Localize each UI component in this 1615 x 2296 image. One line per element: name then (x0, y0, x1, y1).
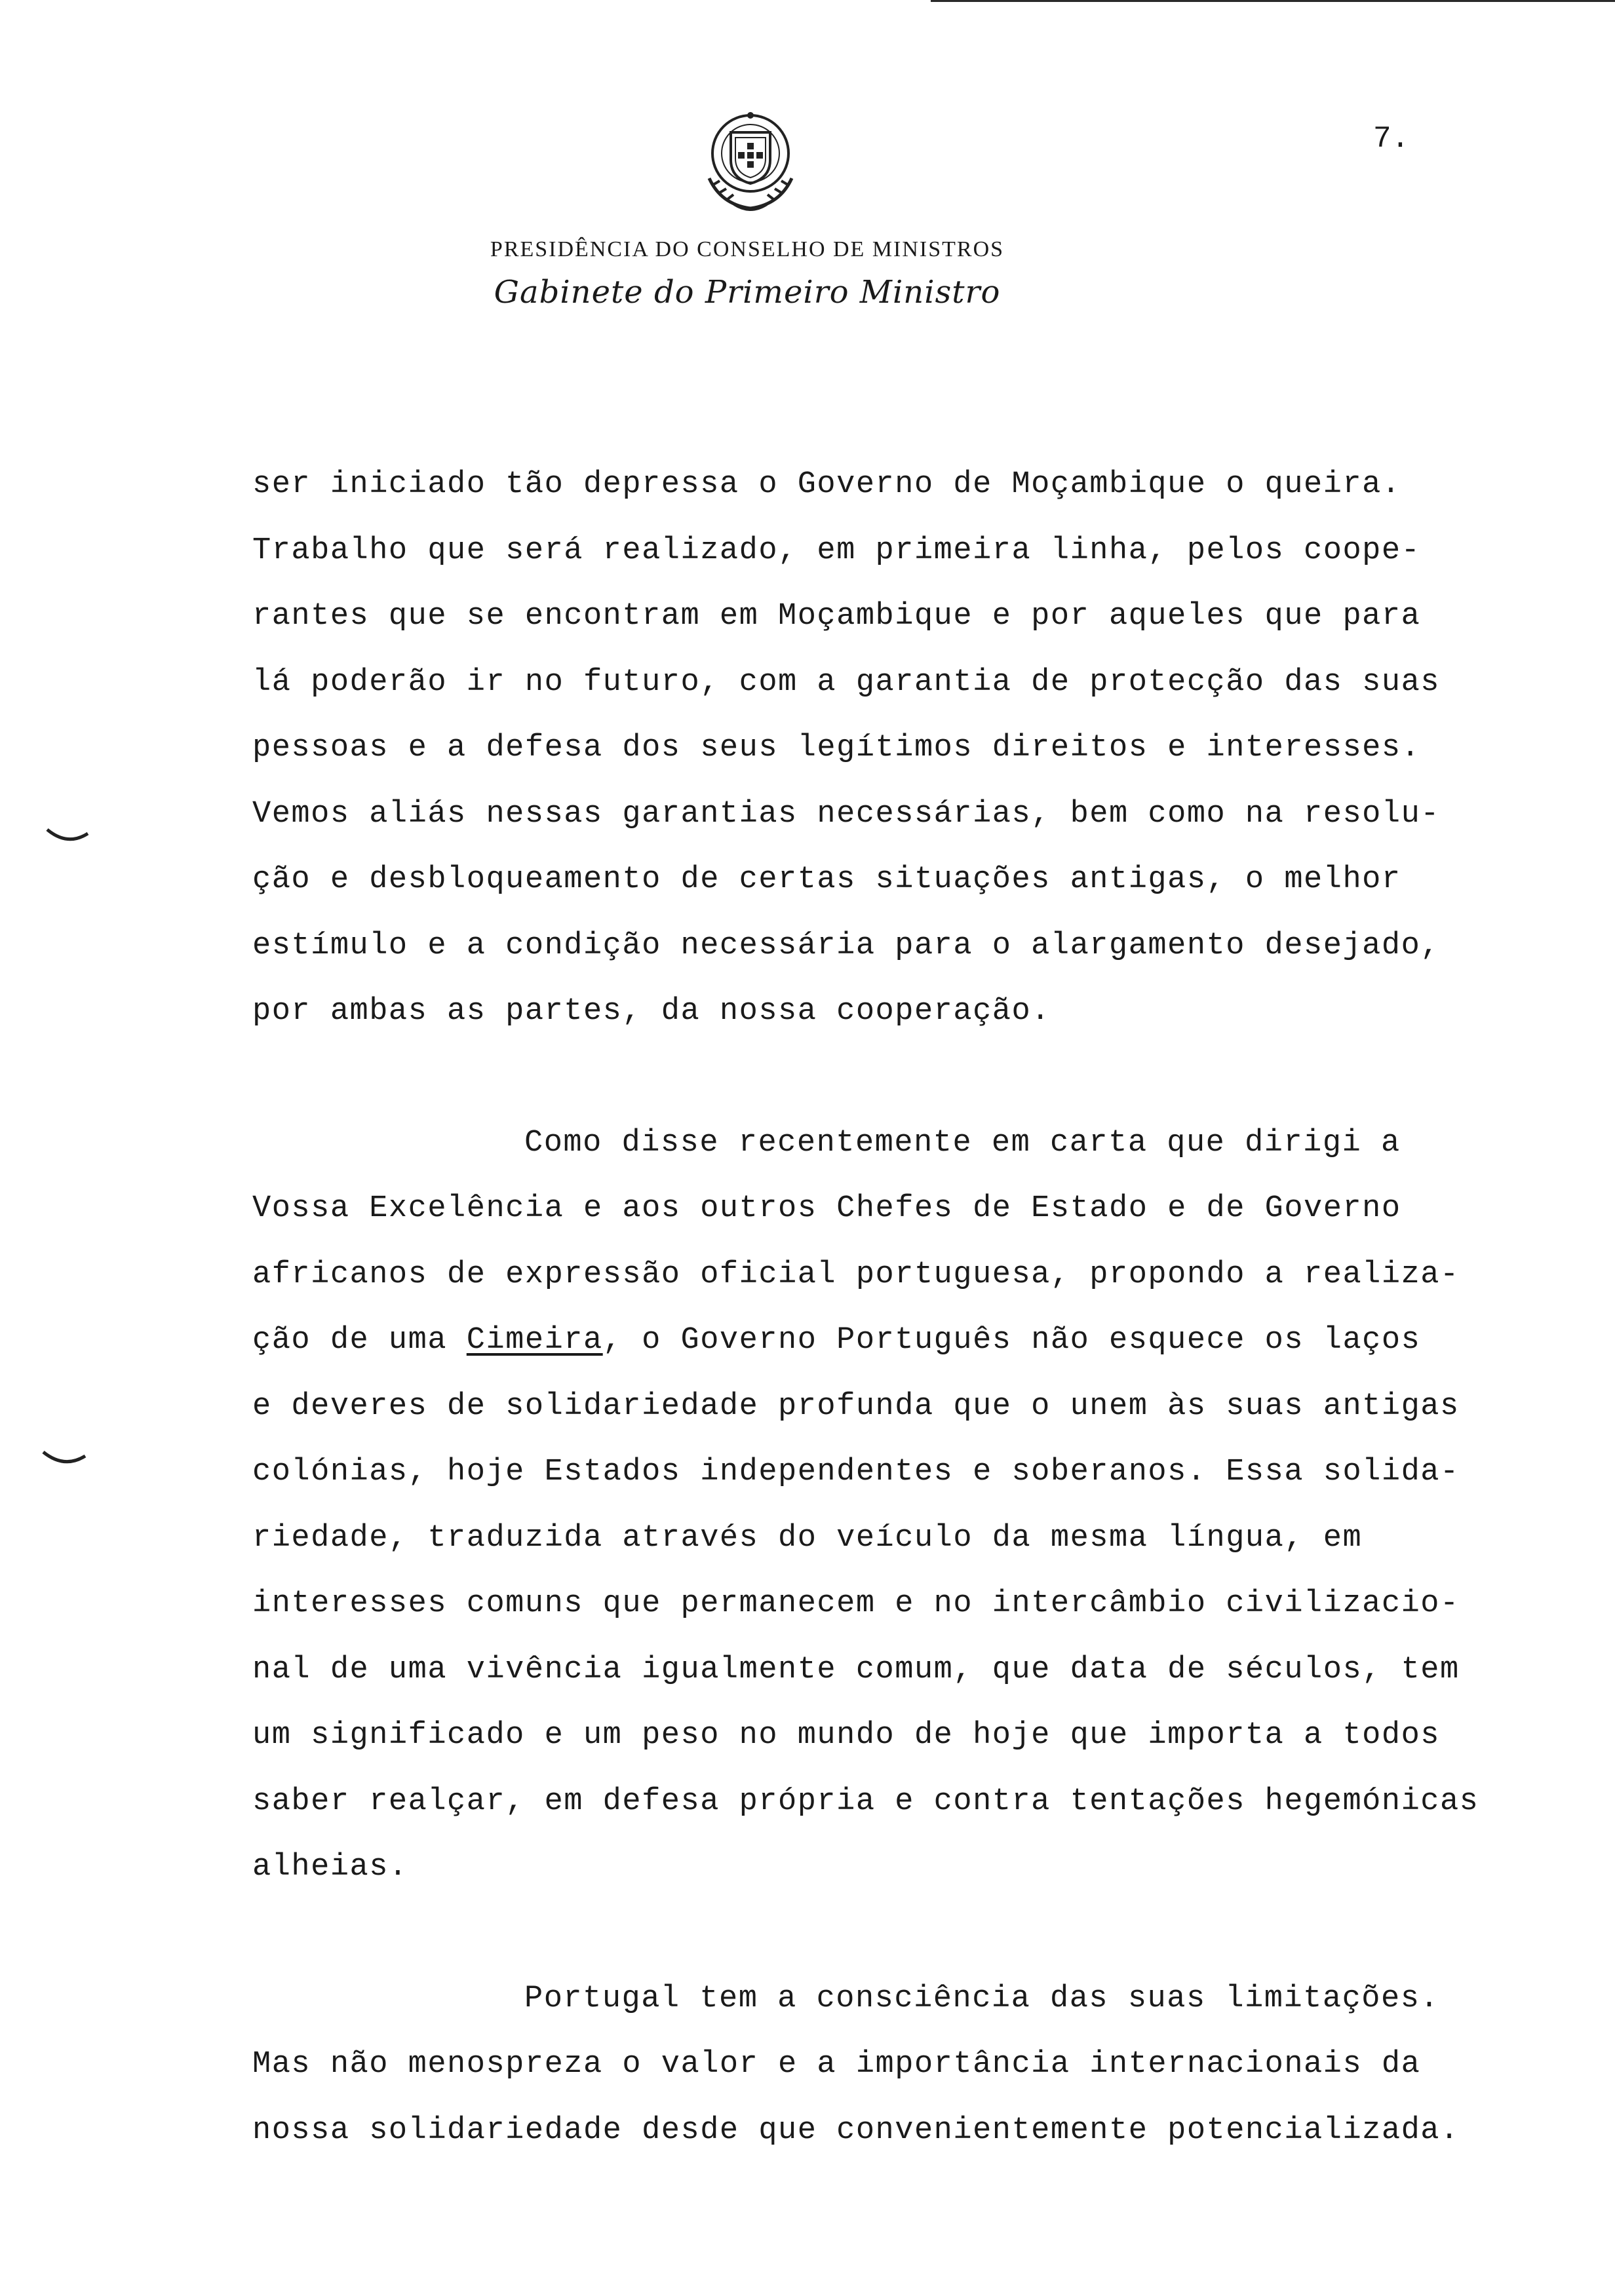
coat-of-arms-icon (695, 106, 806, 218)
paragraph-line: um significado e um peso no mundo de hoje que importa a todos (252, 1718, 1440, 1753)
paragraph-line: pessoas e a defesa dos seus legítimos direitos e interesses. (252, 731, 1421, 765)
paragraph-line: lá poderão ir no futuro, com a garantia de protecção das suas (252, 664, 1440, 700)
paragraph-line: Portugal tem a consciência das suas limitações. (524, 1981, 1440, 2016)
header-title: PRESIDÊNCIA DO CONSELHO DE MINISTROS (490, 237, 1005, 261)
paragraph-line: ser iniciado tão depressa o Governo de Moçambique o queira. (252, 467, 1401, 502)
paragraph-line: Vemos aliás nessas garantias necessárias, bem como na resolu- (252, 796, 1440, 832)
paragraph-line: colónias, hoje Estados independentes e soberanos. Essa solida- (252, 1455, 1460, 1489)
paragraph-line: e deveres de solidariedade profunda que o unem às suas antigas (252, 1388, 1460, 1424)
paragraph-line (252, 1308, 1478, 1374)
underlined-term: Cimeira (466, 1323, 603, 1358)
letter-body (252, 452, 1478, 2164)
line-text: ção de uma (252, 1323, 467, 1358)
page-number: 7. (1373, 122, 1410, 156)
paragraph-line: estímulo e a condição necessária para o alargamento desejado, (252, 928, 1440, 963)
paragraph (252, 452, 1478, 1045)
paragraph-line: Vossa Excelência e aos outros Chefes de Estado e de Governo (252, 1191, 1401, 1226)
paragraph (252, 1966, 1478, 2164)
punch-hole-mark (45, 827, 90, 848)
paragraph-line: africanos de expressão oficial portuguesa, propondo a realiza- (252, 1257, 1460, 1292)
paragraph-line: riedade, traduzida através do veículo da mesma língua, em (252, 1520, 1363, 1556)
paragraph-line: por ambas as partes, da nossa cooperação. (252, 994, 1051, 1029)
paragraph-line: rantes que se encontram em Moçambique e por aqueles que para (252, 599, 1421, 634)
paragraph-line: alheias. (252, 1850, 408, 1885)
paragraph-line: Como disse recentemente em carta que dirigi a (524, 1125, 1401, 1160)
paragraph-line: nossa solidariedade desde que convenientemente potencializada. (252, 2113, 1460, 2148)
paragraph-line: ção e desbloqueamento de certas situações antigas, o melhor (252, 862, 1401, 897)
line-text: , o Governo Português não esquece os laços (602, 1323, 1421, 1358)
paragraph-line: nal de uma vivência igualmente comum, que data de séculos, tem (252, 1652, 1460, 1687)
header-subtitle: Gabinete do Primeiro Ministro (494, 274, 1001, 311)
paragraph (252, 1111, 1478, 1901)
paragraph-line: Mas não menospreza o valor e a importância internacionais da (252, 2047, 1421, 2082)
paragraph-line: interesses comuns que permanecem e no intercâmbio civilizacio- (252, 1586, 1460, 1621)
punch-hole-mark (41, 1449, 88, 1470)
paragraph-line: Trabalho que será realizado, em primeira linha, pelos coope- (252, 533, 1421, 568)
paragraph-line: saber realçar, em defesa própria e contra tentações hegemónicas (252, 1784, 1479, 1819)
top-edge-rule (931, 0, 1615, 2)
